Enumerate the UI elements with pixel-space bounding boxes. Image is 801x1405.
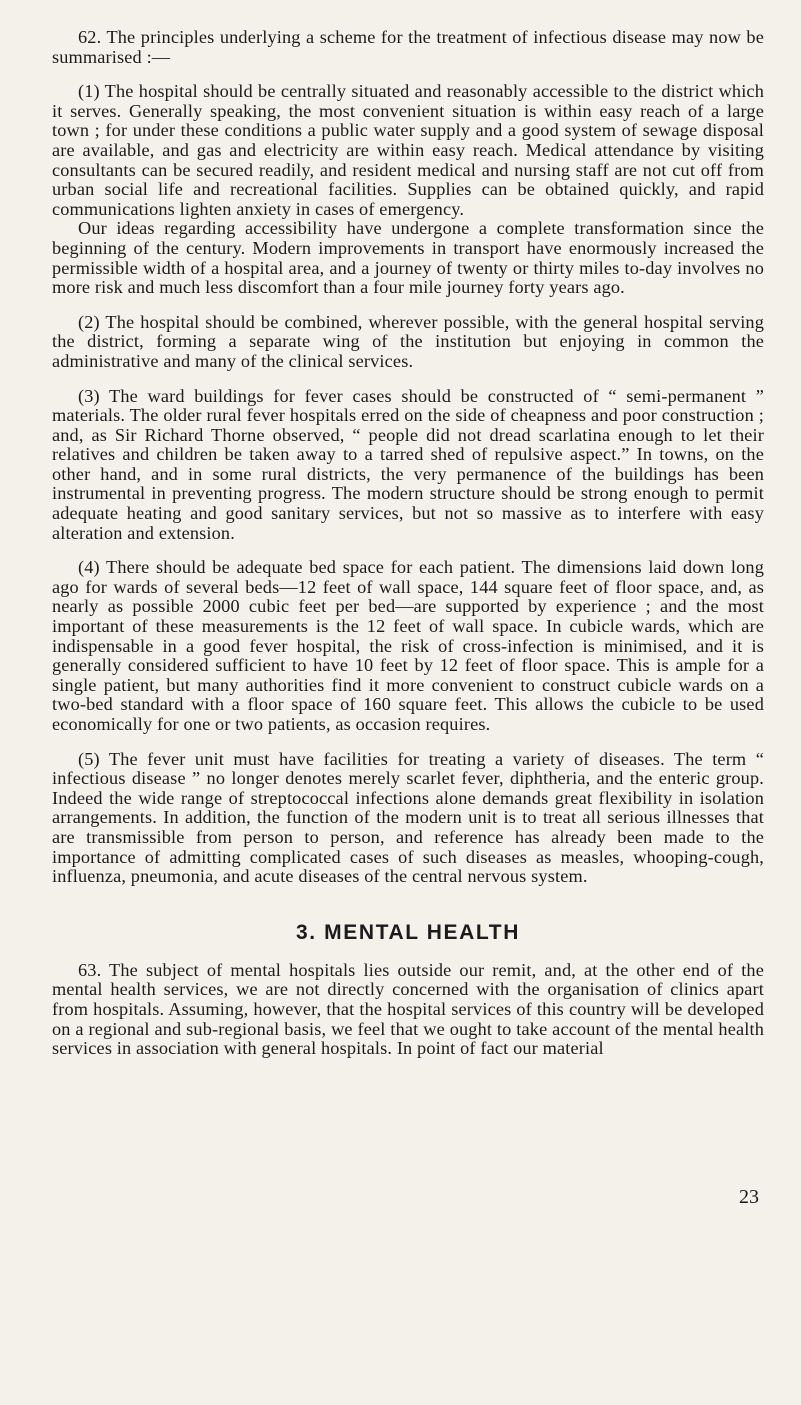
paragraph-point-5: (5) The fever unit must have facilities for treating a variety of diseases. The term “ infectious disease ” no longer denotes merely scarlet fever, diphtheria, and the enteric group. Indeed the wide range of streptococcal infections alone demands great flexibility in isolation arrangements. In addition, the function of the modern unit is to treat all serious illnesses that are transmissible from person to person, and reference has already been made to the importance of admitting complicated cases of such diseases as measles, whooping-cough, influenza, pneumonia, and acute diseases of the central nervous system.	[52, 748, 764, 887]
page-number: 23	[739, 1186, 759, 1208]
page-body	[52, 28, 764, 1059]
paragraph-point-1: (1) The hospital should be centrally situated and reasonably accessible to the district which it serves. Generally speaking, the most convenient situation is within easy reach of a large town ; for under these conditions a public water supply and a good system of sewage disposal are available, and gas and electricity are within easy reach. Medical attendance by visiting consultants can be secured readily, and resident medical and nursing staff are not cut off from urban social life and recreational facilities. Supplies can be obtained quickly, and rapid communications lighten anxiety in cases of emergency.	[52, 81, 764, 219]
paragraph-62-intro: 62. The principles underlying a scheme for the treatment of infectious disease may now be summarised :—	[52, 27, 764, 67]
section-heading-mental-health: 3. MENTAL HEALTH	[296, 920, 520, 944]
paragraph-63: 63. The subject of mental hospitals lies outside our remit, and, at the other end of the mental health services, we are not directly concerned with the organisation of clinics apart from hospitals. Assuming, however, that the hospital services of this country will be developed on a regional and sub-regional basis, we feel that we ought to take account of the mental health services in association with general hospitals. In point of fact our material	[52, 959, 764, 1059]
paragraph-point-4: (4) There should be adequate bed space for each patient. The dimensions laid down long ago for wards of several beds—12 feet of wall space, 144 square feet of floor space, and, as nearly as possible 2000 cubic feet per bed—are supported by experience ; and the most important of these measurements is the 12 feet of wall space. In cubicle wards, which are indispensable in a good fever hospital, the risk of cross-infection is minimised, and it is generally considered sufficient to have 10 feet by 12 feet of floor space. This is ample for a single patient, but many authorities find it more convenient to construct cubicle wards on a two-bed standard with a floor space of 160 square feet. This allows the cubicle to be used economically for one or two patients, as occasion requires.	[52, 557, 764, 734]
paragraph-point-3: (3) The ward buildings for fever cases should be constructed of “ semi-permanent ” materials. The older rural fever hospitals erred on the side of cheapness and poor construction ; and, as Sir Richard Thorne observed, “ people did not dread scarlatina enough to let their relatives and children be taken away to a tarred shed of repulsive aspect.” In towns, on the other hand, and in some rural districts, the very permanence of the buildings has been instrumental in preventing progress. The modern structure should be strong enough to permit adequate heating and good sanitary services, but not so massive as to interfere with easy alteration and extension.	[52, 385, 764, 543]
paragraph-point-2: (2) The hospital should be combined, wherever possible, with the general hospital serving the district, forming a separate wing of the institution but enjoying in common the administrative and many of the clinical services.	[52, 311, 764, 371]
paragraph-point-1-continued: Our ideas regarding accessibility have undergone a complete transformation since the beginning of the century. Modern improvements in transport have enormously increased the permissible width of a hospital area, and a journey of twenty or thirty miles to-day involves no more risk and much less discomfort than a four mile journey forty years ago.	[52, 218, 764, 298]
